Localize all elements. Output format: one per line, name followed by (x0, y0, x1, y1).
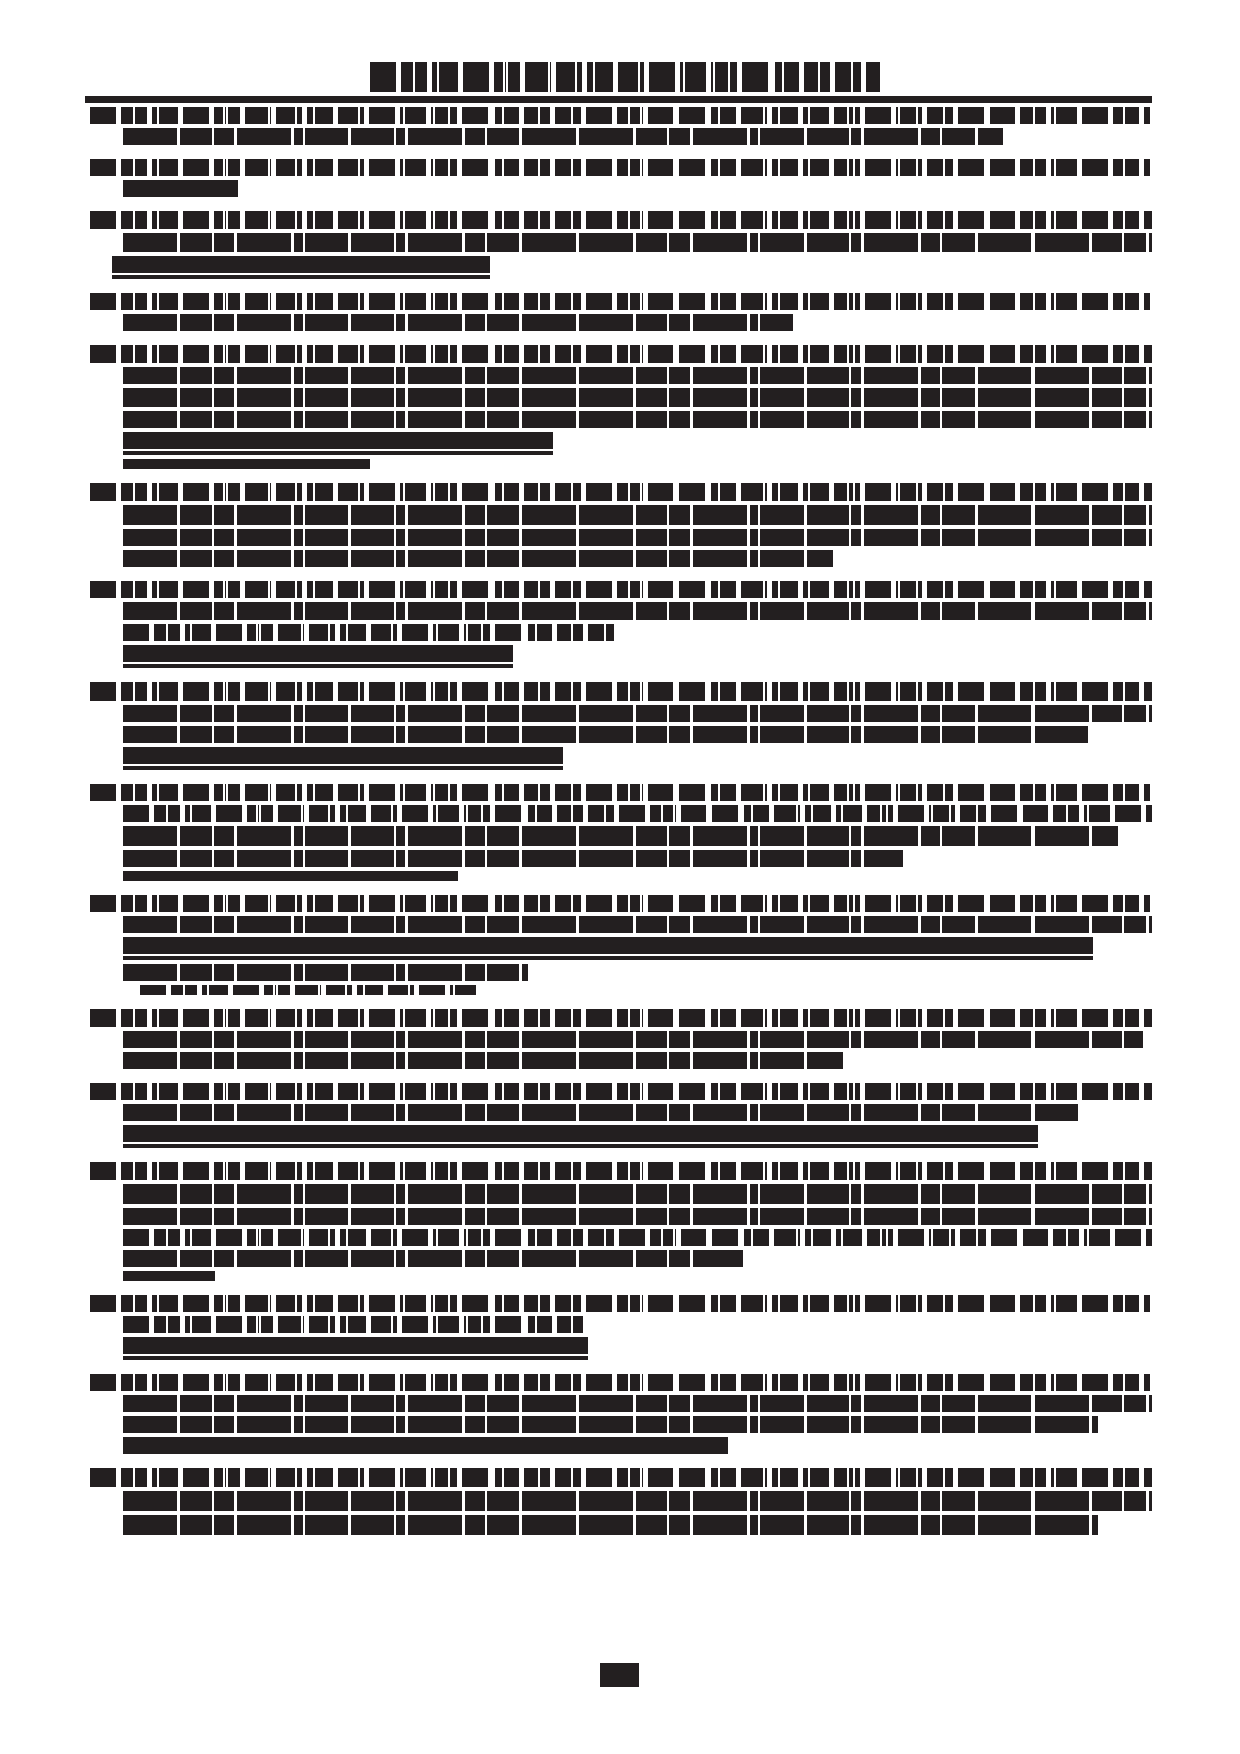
reference-entry (90, 1374, 1240, 1454)
reference-entry (90, 1295, 1240, 1360)
reference-entry (90, 107, 1240, 145)
redacted-text-line (90, 1295, 1150, 1312)
redacted-text-line (123, 1052, 843, 1069)
redacted-text-line (123, 1250, 743, 1267)
redacted-text-line (90, 159, 1150, 176)
redacted-text-line (123, 964, 528, 981)
redacted-text-line (90, 483, 1152, 501)
redacted-text-line (90, 895, 1150, 912)
reference-entry (90, 159, 1240, 197)
redacted-text-line (123, 916, 1152, 933)
redacted-text-line (123, 1416, 1098, 1433)
redacted-text-line (90, 581, 1152, 598)
reference-entry (90, 211, 1240, 279)
redacted-text-line (123, 1316, 588, 1333)
redacted-text-line (123, 550, 833, 567)
redacted-text-line (112, 256, 490, 279)
reference-entry (90, 1009, 1240, 1069)
header-rule (85, 96, 1152, 103)
redacted-text-line (123, 1491, 1152, 1511)
redacted-running-title (370, 62, 880, 92)
redacted-text-line (123, 826, 1118, 846)
redacted-text-line (123, 432, 553, 455)
page-header (90, 62, 1240, 103)
redacted-text-line (123, 726, 1088, 743)
redacted-text-line (90, 345, 1152, 363)
redacted-text-line (123, 529, 1152, 546)
reference-entry (90, 293, 1240, 331)
redacted-text-line (123, 871, 458, 881)
redacted-text-line (123, 1031, 1143, 1048)
reference-entry (90, 682, 1240, 770)
redacted-text-line (90, 1162, 1152, 1180)
reference-entry (90, 1162, 1240, 1281)
redacted-text-line (90, 107, 1150, 124)
reference-entry (90, 1468, 1240, 1535)
redacted-text-line (123, 388, 1152, 407)
redacted-text-line (123, 180, 238, 197)
reference-entry (90, 784, 1240, 881)
redacted-text-line (123, 1184, 1152, 1204)
redacted-text-line (123, 1271, 215, 1281)
redacted-text-line (90, 1468, 1152, 1487)
redacted-text-line (140, 985, 480, 995)
redacted-text-line (123, 850, 903, 867)
redacted-text-line (123, 1208, 1152, 1225)
redacted-text-line (123, 602, 1152, 620)
reference-entry (90, 895, 1240, 995)
redacted-text-line (123, 1229, 1152, 1246)
redacted-text-line (90, 784, 1150, 801)
redacted-text-line (123, 1515, 1098, 1535)
redacted-text-line (90, 1009, 1152, 1027)
redacted-text-line (123, 747, 563, 770)
redacted-text-line (90, 293, 1150, 310)
redacted-text-line (123, 937, 1093, 960)
reference-entry (90, 581, 1240, 668)
reference-entry (90, 1083, 1240, 1148)
redacted-text-line (90, 1374, 1150, 1391)
reference-list (90, 107, 1240, 1535)
redacted-text-line (123, 1337, 588, 1360)
redacted-text-line (123, 314, 793, 331)
reference-entry (90, 345, 1240, 469)
redacted-page-number (600, 1663, 639, 1687)
redacted-text-line (123, 367, 1152, 384)
redacted-text-line (123, 1125, 1038, 1148)
redacted-text-line (123, 805, 1152, 822)
redacted-text-line (123, 1437, 728, 1454)
redacted-text-line (90, 682, 1152, 701)
redacted-text-line (123, 411, 1152, 428)
redacted-text-line (123, 1104, 1078, 1121)
redacted-text-line (123, 645, 513, 668)
redacted-text-line (123, 705, 1152, 722)
redacted-text-line (123, 459, 370, 469)
redacted-text-line (90, 211, 1152, 229)
redacted-text-line (123, 233, 1152, 252)
reference-entry (90, 483, 1240, 567)
redacted-text-line (123, 505, 1152, 525)
redacted-text-line (123, 624, 618, 641)
redacted-text-line (123, 128, 1003, 145)
redacted-text-line (90, 1083, 1152, 1100)
redacted-text-line (123, 1395, 1152, 1412)
